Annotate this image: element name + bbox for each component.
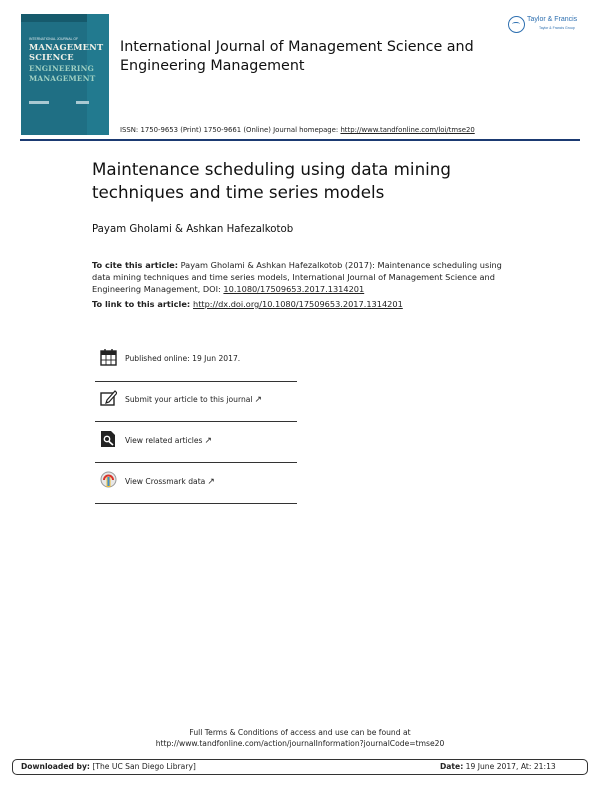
terms-line: Full Terms & Conditions of access and use can be found at xyxy=(189,728,411,737)
cover-title-line1: MANAGEMENT xyxy=(29,42,104,52)
related-articles-icon xyxy=(100,430,117,448)
crossmark-label[interactable]: View Crossmark data ↗ xyxy=(125,477,215,487)
publisher-logo-icon xyxy=(508,16,525,33)
download-date: Date: 19 June 2017, At: 21:13 xyxy=(440,762,556,771)
citation-text: Payam Gholami & Ashkan Hafezalkotob (2017): Maintenance scheduling using data mining techniques and time series models, International Journal of Management Science and Engineering Management, DOI: xyxy=(92,260,502,294)
publisher-tagline: Taylor & Francis Group xyxy=(539,26,575,30)
related-articles-label[interactable]: View related articles ↗ xyxy=(125,436,213,446)
header-divider xyxy=(20,139,580,141)
terms-link[interactable]: http://www.tandfonline.com/action/journalInformation?journalCode=tmse20 xyxy=(155,739,445,748)
link-to-article xyxy=(92,299,403,309)
cover-title-line2: SCIENCE xyxy=(29,52,74,62)
cover-detail xyxy=(29,101,49,104)
citation-doi-link[interactable]: 10.1080/17509653.2017.1314201 xyxy=(223,284,365,294)
crossmark-icon xyxy=(100,471,117,489)
download-info-bar xyxy=(12,759,588,775)
cover-detail xyxy=(76,101,89,104)
row-divider xyxy=(95,462,297,463)
journal-cover-image xyxy=(21,14,109,135)
submit-article-label[interactable]: Submit your article to this journal ↗ xyxy=(125,395,263,405)
citation-label: To cite this article: xyxy=(92,260,178,270)
journal-title: International Journal of Management Science and Engineering Management xyxy=(120,39,474,74)
article-title: Maintenance scheduling using data mining techniques and time series models xyxy=(92,159,451,202)
publisher-name: Taylor & Francis xyxy=(527,16,578,23)
journal-homepage-link[interactable]: http://www.tandfonline.com/loi/tmse20 xyxy=(340,126,475,134)
cover-kicker: INTERNATIONAL JOURNAL OF xyxy=(29,37,79,41)
issn-line xyxy=(120,126,475,134)
edit-icon xyxy=(100,389,117,407)
cover-title-line4: MANAGEMENT xyxy=(29,74,96,83)
article-doi-link[interactable]: http://dx.doi.org/10.1080/17509653.2017.1314201 xyxy=(193,299,403,309)
row-divider xyxy=(95,503,297,504)
calendar-icon xyxy=(100,348,117,366)
row-divider xyxy=(95,381,297,382)
external-link-icon: ↗ xyxy=(204,436,213,446)
terms-footer xyxy=(0,727,600,749)
cover-title-line3: ENGINEERING xyxy=(29,64,95,73)
external-link-icon: ↗ xyxy=(207,477,215,487)
downloaded-by: Downloaded by: [The UC San Diego Library] xyxy=(21,762,196,771)
publisher-logo xyxy=(508,16,584,36)
published-online-label: Published online: 19 Jun 2017. xyxy=(125,354,241,363)
row-divider xyxy=(95,421,297,422)
external-link-icon: ↗ xyxy=(254,395,263,405)
citation-block xyxy=(92,259,517,295)
link-to-label: To link to this article: xyxy=(92,299,193,309)
issn-text: ISSN: 1750-9653 (Print) 1750-9661 (Online) Journal homepage: xyxy=(120,126,341,134)
article-authors: Payam Gholami & Ashkan Hafezalkotob xyxy=(92,224,294,235)
